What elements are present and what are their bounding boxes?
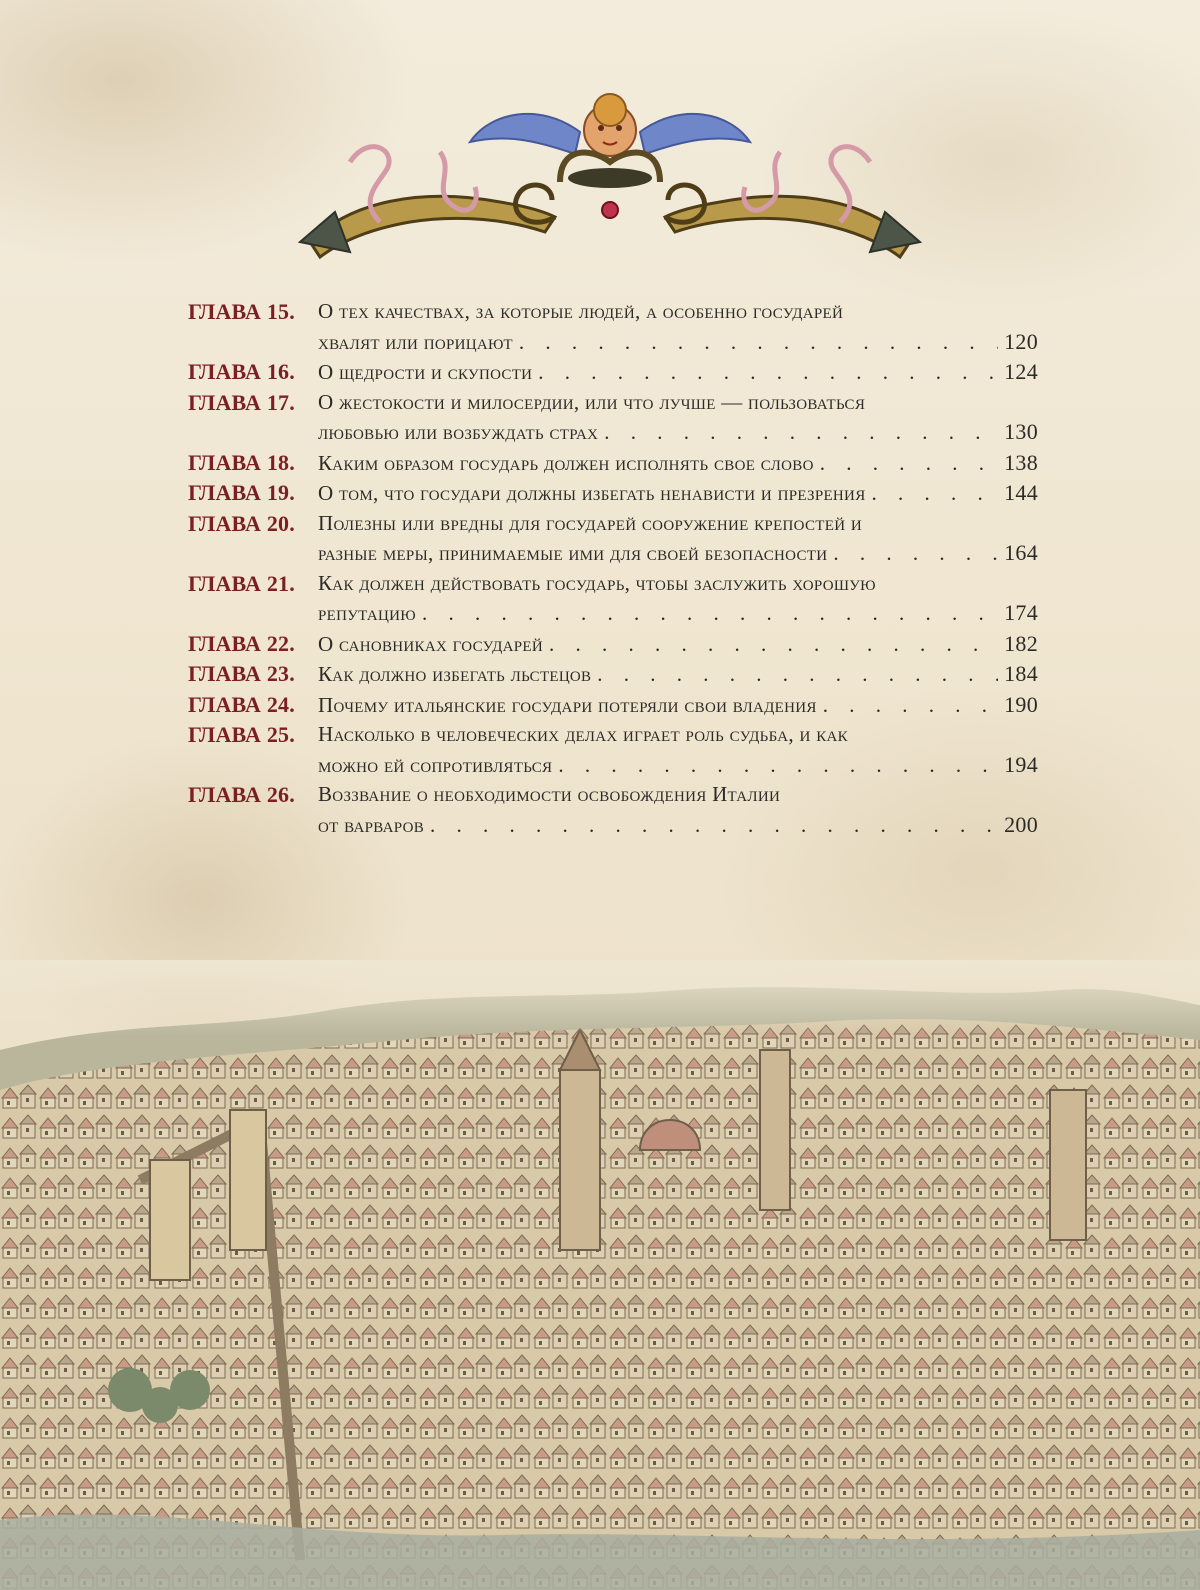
toc-entry[interactable] bbox=[188, 478, 1048, 509]
dot-leader bbox=[820, 449, 998, 479]
page-number: 200 bbox=[1004, 811, 1038, 837]
page-number: 144 bbox=[1004, 480, 1038, 505]
chapter-number: ГЛАВА 22. bbox=[188, 630, 295, 656]
toc-entry[interactable] bbox=[188, 659, 1048, 690]
chapter-number: ГЛАВА 16. bbox=[188, 359, 295, 384]
toc-entry[interactable] bbox=[188, 780, 1048, 840]
toc-entry[interactable] bbox=[188, 569, 1048, 629]
page-number: 194 bbox=[1004, 751, 1038, 777]
dot-leader bbox=[538, 358, 998, 388]
toc-entry[interactable] bbox=[188, 690, 1048, 721]
page-number: 120 bbox=[1004, 328, 1038, 354]
page-number: 190 bbox=[1004, 691, 1038, 717]
chapter-title-line: Почему итальянские государи потеряли свои владения bbox=[318, 692, 817, 717]
cherub-ornament-icon bbox=[290, 92, 930, 272]
toc-entry[interactable] bbox=[188, 629, 1048, 660]
chapter-title-line: репутацию bbox=[318, 601, 416, 625]
chapter-title-line: О тех качествах, за которые людей, а особенно государей bbox=[318, 299, 844, 323]
dot-leader bbox=[597, 660, 998, 690]
table-of-contents bbox=[188, 297, 1048, 840]
chapter-number: ГЛАВА 17. bbox=[188, 389, 295, 415]
chapter-title-line: можно ей сопротивляться bbox=[318, 752, 553, 777]
chapter-number: ГЛАВА 19. bbox=[188, 480, 295, 505]
chapter-title-line: Как должен действовать государь, чтобы заслужить хорошую bbox=[318, 570, 876, 595]
chapter-title-line: Полезны или вредны для государей сооружение крепостей и bbox=[318, 510, 863, 535]
chapter-title-line: О щедрости и скупости bbox=[318, 360, 533, 384]
toc-entry[interactable] bbox=[188, 448, 1048, 479]
chapter-title-line: разные меры, принимаемые ими для своей безопасности bbox=[318, 541, 828, 565]
dot-leader bbox=[519, 328, 998, 358]
chapter-title-line: Каким образом государь должен исполнять свое слово bbox=[318, 450, 814, 475]
chapter-title-line: Воззвание о необходимости освобождения Италии bbox=[318, 782, 781, 806]
page-number: 182 bbox=[1004, 630, 1038, 656]
toc-entry[interactable] bbox=[188, 388, 1048, 448]
toc-entry[interactable] bbox=[188, 720, 1048, 780]
chapter-title-line: Как должно избегать льстецов bbox=[318, 662, 592, 686]
chapter-title-line: хвалят или порицают bbox=[318, 329, 513, 354]
toc-entry[interactable] bbox=[188, 357, 1048, 388]
chapter-title-line: от варваров bbox=[318, 812, 425, 837]
toc-entry[interactable] bbox=[188, 509, 1048, 569]
chapter-title-line: любовью или возбуждать страх bbox=[318, 420, 599, 444]
chapter-number: ГЛАВА 25. bbox=[188, 722, 295, 747]
chapter-number: ГЛАВА 18. bbox=[188, 449, 295, 475]
page-number: 174 bbox=[1004, 600, 1038, 625]
dot-leader bbox=[430, 811, 998, 841]
chapter-number: ГЛАВА 15. bbox=[188, 299, 295, 324]
dot-leader bbox=[604, 418, 998, 448]
chapter-number: ГЛАВА 26. bbox=[188, 782, 295, 807]
chapter-title-line: Насколько в человеческих делах играет роль судьба, и как bbox=[318, 722, 848, 746]
chapter-number: ГЛАВА 20. bbox=[188, 510, 295, 536]
page-number: 184 bbox=[1004, 661, 1038, 686]
chapter-title-line: О сановниках государей bbox=[318, 631, 543, 656]
page-number: 124 bbox=[1004, 359, 1038, 384]
chapter-title-line: О том, что государи должны избегать ненависти и презрения bbox=[318, 481, 866, 505]
dot-leader bbox=[558, 751, 998, 781]
chapter-title-line: О жестокости и милосердии, или что лучше — пользоваться bbox=[318, 389, 866, 414]
dot-leader bbox=[872, 479, 999, 509]
medieval-city-illustration-icon bbox=[0, 960, 1200, 1590]
page-number: 130 bbox=[1004, 419, 1038, 444]
page-number: 164 bbox=[1004, 540, 1038, 565]
dot-leader bbox=[833, 539, 998, 569]
chapter-number: ГЛАВА 23. bbox=[188, 661, 295, 686]
chapter-number: ГЛАВА 24. bbox=[188, 691, 295, 717]
dot-leader bbox=[422, 599, 998, 629]
dot-leader bbox=[823, 691, 998, 721]
page-number: 138 bbox=[1004, 449, 1038, 475]
chapter-number: ГЛАВА 21. bbox=[188, 570, 295, 596]
dot-leader bbox=[549, 630, 998, 660]
toc-entry[interactable] bbox=[188, 297, 1048, 357]
